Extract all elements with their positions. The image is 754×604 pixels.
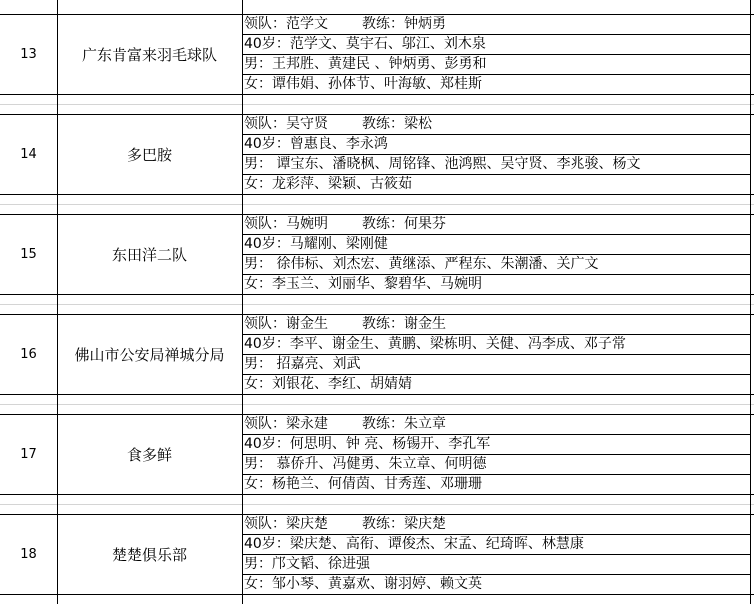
coach-label: 教练： (362, 216, 404, 232)
age40-line: 40岁：马耀刚、梁刚健 (244, 236, 388, 252)
member-line-border (242, 374, 750, 375)
leader-line (244, 514, 754, 534)
member-line-border (242, 234, 750, 235)
gridline (0, 304, 754, 305)
leader-name: 谢金生 (286, 316, 328, 332)
member-line-border (242, 154, 750, 155)
leader-line (244, 114, 754, 134)
coach-name: 朱立章 (404, 416, 446, 432)
leader-name: 吴守贤 (286, 116, 328, 132)
column-border-left (57, 0, 58, 604)
row-border (0, 94, 754, 95)
coach-label: 教练： (362, 516, 404, 532)
column-border-right (750, 0, 751, 604)
leader-line (244, 314, 754, 334)
women-line: 女：李玉兰、刘丽华、黎碧华、马婉明 (244, 276, 482, 292)
member-line-border (242, 54, 750, 55)
team-name: 佛山市公安局禅城分局 (74, 345, 225, 364)
leader-label: 领队： (244, 216, 286, 232)
coach-label: 教练： (362, 116, 404, 132)
member-line-border (242, 474, 750, 475)
leader-name: 马婉明 (286, 216, 328, 232)
member-line-border (242, 274, 750, 275)
row-border (0, 294, 754, 295)
coach-name: 谢金生 (404, 316, 446, 332)
member-line-border (242, 434, 750, 435)
member-line-border (242, 34, 750, 35)
women-line: 女：谭伟娟、孙体节、叶海敏、郑桂斯 (244, 76, 482, 92)
men-line: 男： 慕侨升、冯健勇、朱立章、何明德 (244, 456, 487, 472)
women-line: 女：龙彩萍、梁颖、古筱茹 (244, 176, 412, 192)
team-name: 楚楚俱乐部 (111, 545, 187, 564)
team-name: 食多鲜 (126, 445, 172, 464)
coach-name: 何果芬 (404, 216, 446, 232)
men-line: 男：邝文韬、徐进强 (244, 556, 370, 572)
gridline (0, 204, 754, 205)
gridline (0, 404, 754, 405)
men-line: 男： 徐伟标、刘杰宏、黄继添、严程东、朱潮潘、关广文 (244, 256, 599, 272)
women-line: 女：邹小琴、黄嘉欢、谢羽婷、赖文英 (244, 576, 482, 592)
leader-line (244, 14, 754, 34)
row-border (0, 394, 754, 395)
age40-line: 40岁：范学文、莫宇石、邬江、刘木泉 (244, 36, 486, 52)
row-border (0, 594, 754, 595)
member-line-border (242, 554, 750, 555)
column-border-middle (242, 0, 243, 604)
coach-label: 教练： (362, 416, 404, 432)
row-border (0, 494, 754, 495)
age40-line: 40岁：梁庆楚、高衔、谭俊杰、宋孟、纪琦晖、林慧康 (244, 536, 584, 552)
men-line: 男： 谭宝东、潘晓枫、周铭锋、池鸿熙、吴守贤、李兆骏、杨文 (244, 156, 641, 172)
leader-line (244, 214, 754, 234)
men-line: 男：王邦胜、黄建民 、钟炳勇、彭勇和 (244, 56, 487, 72)
team-number: 13 (20, 46, 37, 62)
age40-line: 40岁：何思明、钟 亮、杨锡开、李孔军 (244, 436, 491, 452)
leader-name: 梁庆楚 (286, 516, 328, 532)
women-line: 女：刘银花、李红、胡婧婧 (244, 376, 412, 392)
member-line-border (242, 354, 750, 355)
team-number: 17 (20, 446, 37, 462)
men-line: 男： 招嘉亮、刘武 (244, 356, 361, 372)
member-line-border (242, 74, 750, 75)
member-line-border (242, 334, 750, 335)
coach-label: 教练： (362, 316, 404, 332)
coach-name: 梁庆楚 (404, 516, 446, 532)
team-name: 多巴胺 (126, 145, 172, 164)
women-line: 女：杨艳兰、何倩茵、甘秀莲、邓珊珊 (244, 476, 482, 492)
coach-name: 梁松 (404, 116, 432, 132)
leader-line (244, 414, 754, 434)
member-line-border (242, 174, 750, 175)
gridline (0, 504, 754, 505)
team-name: 广东肯富来羽毛球队 (81, 45, 217, 64)
team-number: 16 (20, 346, 37, 362)
leader-label: 领队： (244, 516, 286, 532)
coach-label: 教练： (362, 16, 404, 32)
member-line-border (242, 534, 750, 535)
team-number: 15 (20, 246, 37, 262)
gridline (0, 104, 754, 105)
leader-label: 领队： (244, 416, 286, 432)
team-number: 14 (20, 146, 37, 162)
member-line-border (242, 254, 750, 255)
member-line-border (242, 574, 750, 575)
age40-line: 40岁：曾惠良、李永鸿 (244, 136, 388, 152)
coach-name: 钟炳勇 (404, 16, 446, 32)
leader-label: 领队： (244, 316, 286, 332)
team-name: 东田洋二队 (111, 245, 187, 264)
leader-name: 范学文 (286, 16, 328, 32)
leader-label: 领队： (244, 116, 286, 132)
team-number: 18 (20, 546, 37, 562)
age40-line: 40岁：李平、谢金生、黄鹏、梁栋明、关健、冯李成、邓子常 (244, 336, 626, 352)
leader-name: 梁永建 (286, 416, 328, 432)
leader-label: 领队： (244, 16, 286, 32)
member-line-border (242, 134, 750, 135)
row-border (0, 194, 754, 195)
member-line-border (242, 454, 750, 455)
